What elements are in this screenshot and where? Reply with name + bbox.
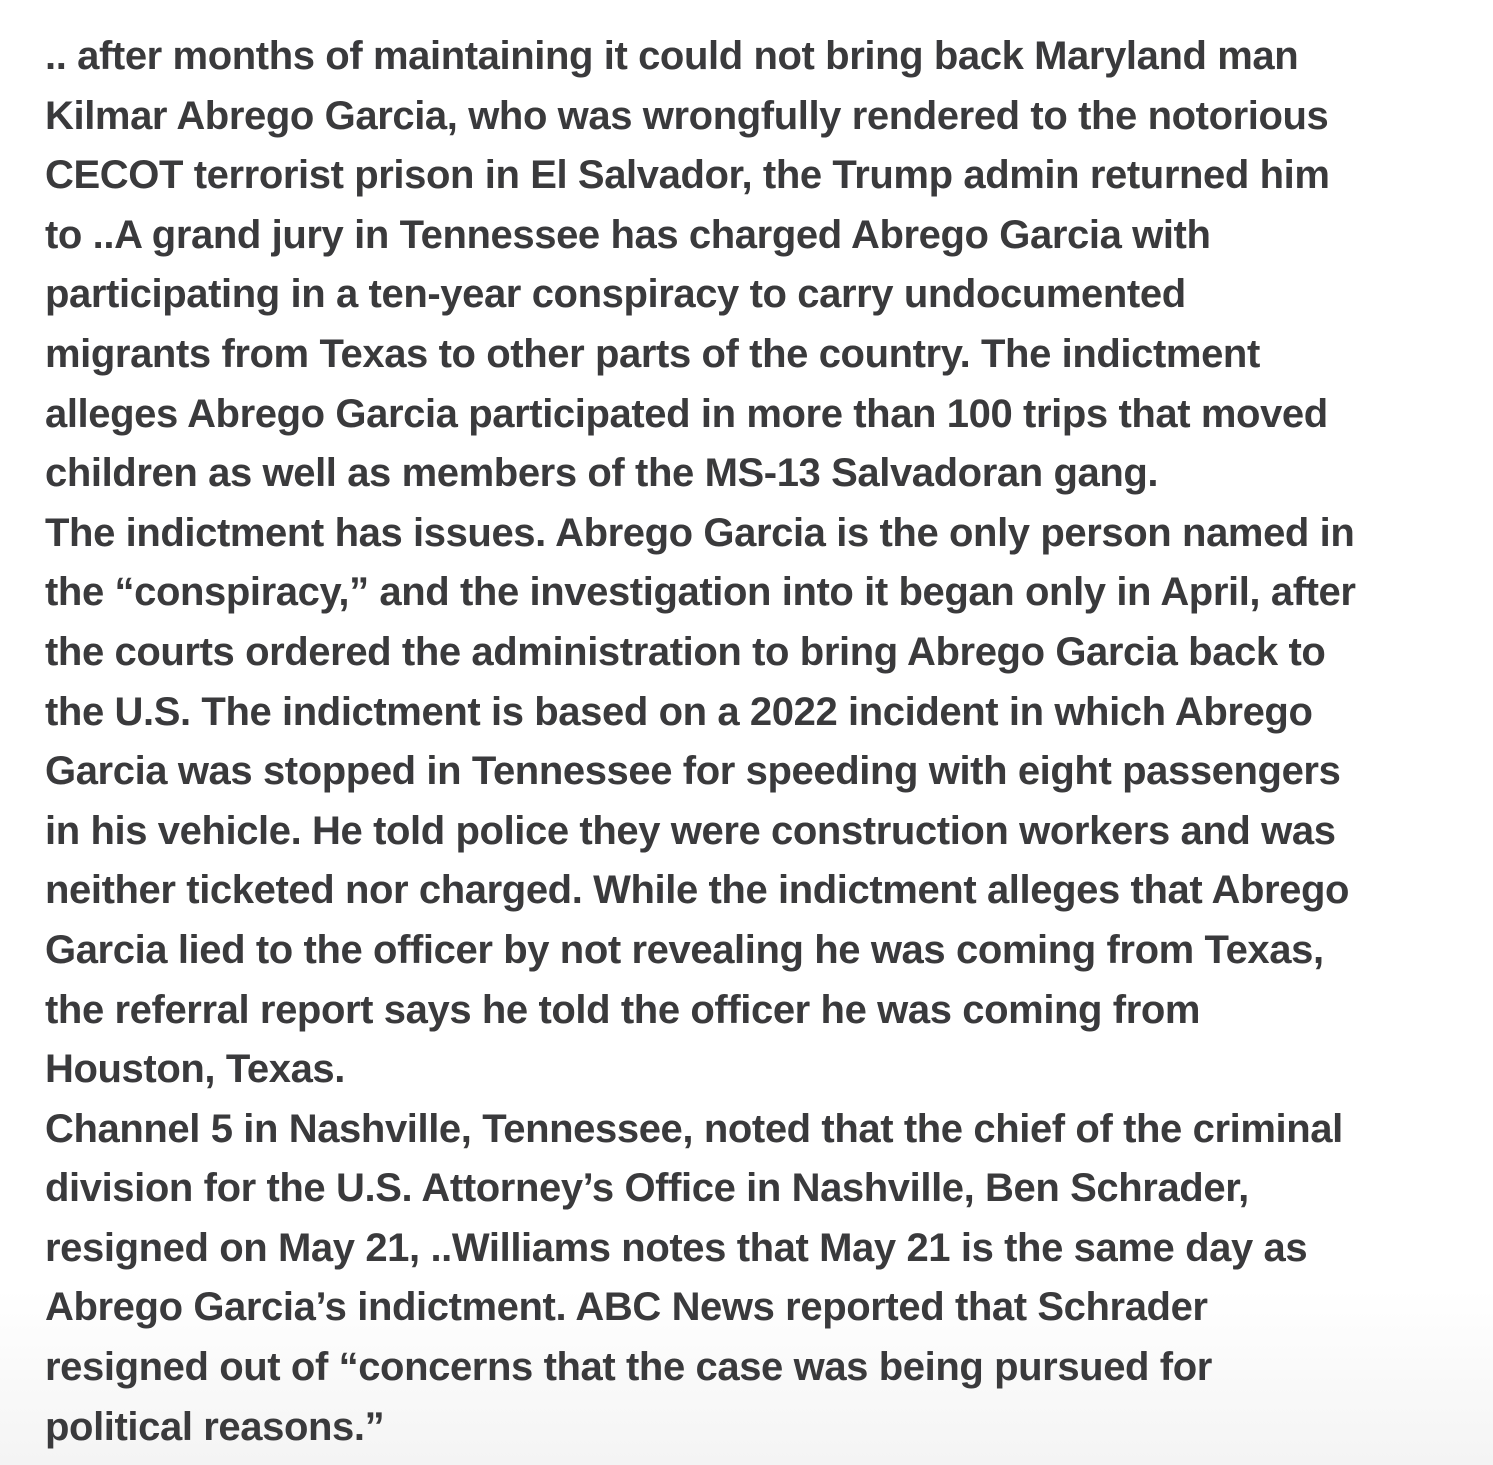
text-line: Garcia was stopped in Tennessee for speeding with eight passengers: [45, 749, 1341, 794]
text-line: division for the U.S. Attorney’s Office in Nashville, Ben Schrader,: [45, 1166, 1249, 1211]
text-line: resigned out of “concerns that the case was being pursued for: [45, 1345, 1212, 1390]
text-line: alleges Abrego Garcia participated in more than 100 trips that moved: [45, 391, 1328, 436]
text-line: .. after months of maintaining it could not bring back Maryland man: [45, 34, 1299, 78]
text-line: The indictment has issues. Abrego Garcia is the only person named in: [45, 510, 1355, 555]
text-line: Channel 5 in Nashville, Tennessee, noted that the chief of the criminal: [45, 1106, 1343, 1151]
text-line: neither ticketed nor charged. While the indictment alleges that Abrego: [45, 868, 1350, 913]
text-line: the “conspiracy,” and the investigation into it began only in April, after: [45, 570, 1356, 615]
text-line: in his vehicle. He told police they were construction workers and was: [45, 808, 1336, 853]
text-line: Kilmar Abrego Garcia, who was wrongfully rendered to the notorious: [45, 93, 1329, 138]
text-line: Houston, Texas.: [45, 1047, 345, 1092]
text-line: the referral report says he told the officer he was coming from: [45, 987, 1201, 1032]
text-line: children as well as members of the MS-13 Salvadoran gang.: [45, 451, 1159, 496]
article-text: [45, 27, 1470, 1457]
text-line: participating in a ten-year conspiracy to carry undocumented: [45, 272, 1186, 317]
text-line: CECOT terrorist prison in El Salvador, the Trump admin returned him: [45, 153, 1330, 198]
text-line: the U.S. The indictment is based on a 2022 incident in which Abrego: [45, 689, 1313, 734]
text-line: Abrego Garcia’s indictment. ABC News reported that Schrader: [45, 1285, 1208, 1330]
text-line: to ..A grand jury in Tennessee has charged Abrego Garcia with: [45, 212, 1211, 257]
text-line: resigned on May 21, ..Williams notes that May 21 is the same day as: [45, 1225, 1308, 1270]
text-line: the courts ordered the administration to bring Abrego Garcia back to: [45, 629, 1326, 674]
text-line: political reasons.”: [45, 1404, 385, 1449]
text-line: Garcia lied to the officer by not revealing he was coming from Texas,: [45, 927, 1324, 972]
text-line: migrants from Texas to other parts of the country. The indictment: [45, 331, 1260, 376]
